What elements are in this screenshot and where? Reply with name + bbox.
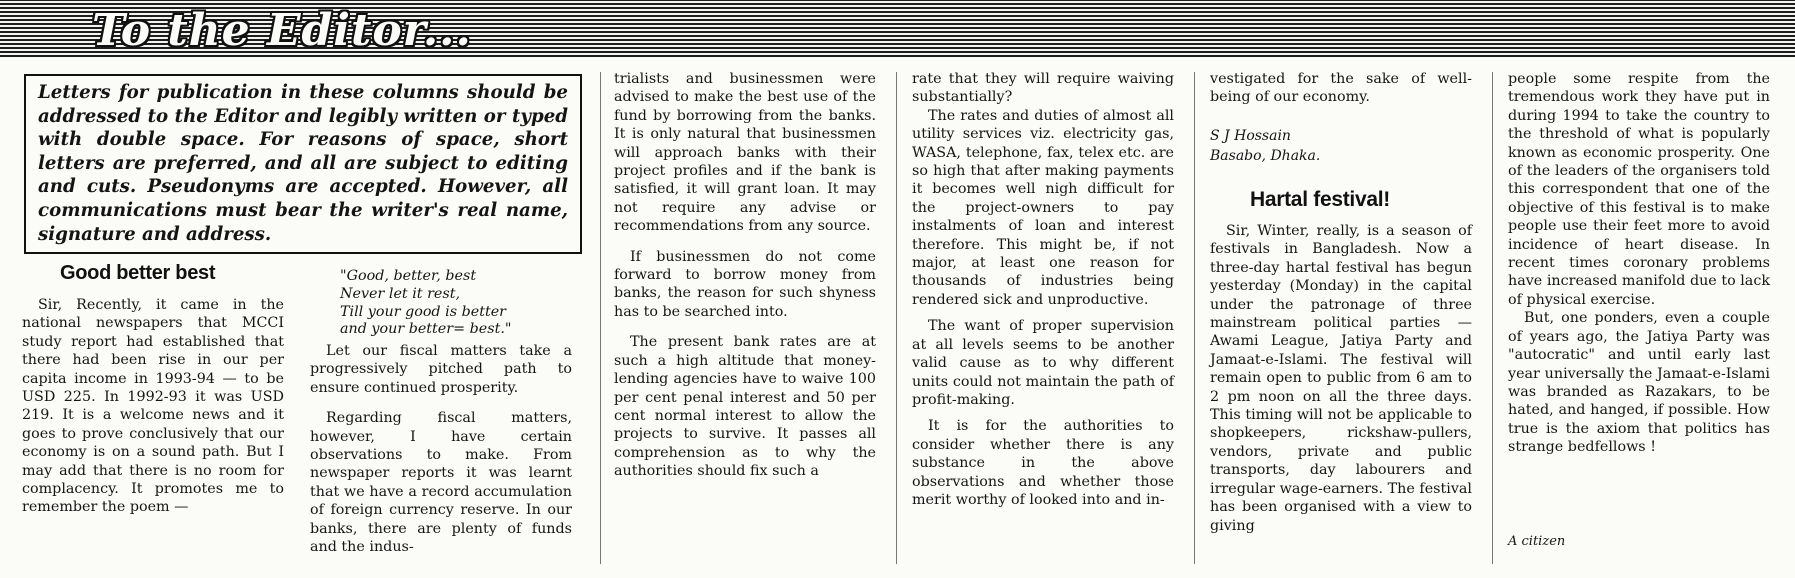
letter2-paragraph: people some respite from the tremendous work they have put in during 1994 to take the country to the threshold of what is popularly known as economic prosperity. One of the leaders of the organisers told this correspondent that one of the objective of this festival is to make people use their feet more to avoid incidence of heart disease. In recent times coronary problems have increased manifold due to lack of physical exercise. xyxy=(1508,71,1770,308)
letter1-column3 xyxy=(614,70,876,481)
letter1-paragraph: Let our fiscal matters take a progressively pitched path to ensure continued prosperity. xyxy=(310,343,572,396)
signature-place: Basabo, Dhaka. xyxy=(1210,148,1321,164)
poem-line: Never let it rest, xyxy=(340,285,460,302)
banner-title: To the Editor... xyxy=(92,5,472,56)
letter2-column1 xyxy=(1210,222,1472,535)
letter1-paragraph: If businessmen do not come forward to borrow money from banks, the reason for such shyness has to be searched into. xyxy=(614,248,876,320)
headline-good-better-best: Good better best xyxy=(60,262,216,284)
letter1-paragraph: The want of proper supervision at all levels seems to be another valid cause as to why different units could not maintain the path of profit-making. xyxy=(912,318,1174,408)
poem-line: "Good, better, best xyxy=(340,268,477,284)
letter1-paragraph: Sir, Recently, it came in the national newspapers that MCCI study report had established that there had been rise in our per capita income in 1993-94 — to be USD 225. In 1992-93 it was USD 219. It is a welcome news and it goes to prove conclusively that our economy is on a sound path. But I may add that there is no room for complacency. It promotes me to remember the poem — xyxy=(22,297,284,516)
poem-line: and your better= best." xyxy=(340,321,512,338)
letter1-paragraph: The present bank rates are at such a high altitude that money-lending agencies have to waive 100 per cent penal interest and 50 per cent normal interest to allow the projects to survive. It passes all comprehension as to why the authorities should fix such a xyxy=(614,334,876,480)
letter1-column2 xyxy=(310,342,572,556)
column-rule xyxy=(1194,72,1195,564)
poem-line: Till your good is better xyxy=(340,303,506,320)
headline-hartal-festival: Hartal festival! xyxy=(1250,188,1390,211)
letter1-column4 xyxy=(912,70,1174,509)
column-rule xyxy=(1492,72,1493,564)
letter1-column1 xyxy=(22,296,284,517)
letter2-column2 xyxy=(1508,70,1770,457)
letter2-signature: A citizen xyxy=(1508,534,1566,549)
letter1-column5 xyxy=(1210,70,1472,107)
letter2-paragraph: But, one ponders, even a couple of years ago, the Jatiya Party was "autocratic" and until early last year universally the Jamaat-e-Islami was branded as Razakars, to be hated, and hanged, if possible. How true is the axiom that politics has strange bedfellows ! xyxy=(1508,310,1770,456)
column-rule xyxy=(600,72,601,564)
letter1-paragraph: Regarding fiscal matters, however, I have certain observations to make. From newspaper reports it was learnt that we have a record accumulation of foreign currency reserve. In our banks, there are plenty of funds and the indus- xyxy=(310,410,572,556)
signature-name: S J Hossain xyxy=(1210,128,1291,144)
column-rule xyxy=(896,72,897,564)
editor-notice-box xyxy=(24,74,582,254)
letter1-paragraph: trialists and businessmen were advised to make the best use of the fund by borrowing from the banks. It is only natural that businessmen will approach banks with their project profiles and if the bank is satisfied, it will grant loan. It may not require any advise or recommendations from any source. xyxy=(614,71,876,235)
letter1-paragraph: rate that they will require waiving substantially? xyxy=(912,71,1174,106)
letter2-paragraph: Sir, Winter, really, is a season of festivals in Bangladesh. Now a three-day hartal festival has begun yesterday (Monday) in the capital under the patronage of three mainstream political parties — Awami League, Jatiya Party and Jamaat-e-Islami. The festival will remain open to public from 6 am to 2 pm noon on all the three days. This timing will not be applicable to shopkeepers, rickshaw-pullers, vendors, private and public transports, day labourers and irregular wage-earners. The festival has been organised with a view to giving xyxy=(1210,223,1472,534)
letter1-paragraph: vestigated for the sake of well-being of our economy. xyxy=(1210,71,1472,106)
editor-notice-text: Letters for publication in these columns should be addressed to the Editor and legibly written or typed with double space. For reasons of space, short letters are preferred, and all are subject to editing and cuts. Pseudonyms are accepted. However, all communications must bear the writer's real name, signature and address. xyxy=(38,82,568,245)
letter1-signature xyxy=(1210,126,1320,166)
letter1-paragraph: The rates and duties of almost all utility services viz. electricity gas, WASA, telephone, fax, telex etc. are so high that after making payments it becomes well nigh difficult for the project-owners to pay instalments of loan and interest therefore. This might be, if not major, at least one reason for thousands of industries being rendered sick and unproductive. xyxy=(912,107,1174,308)
letter1-poem xyxy=(340,268,585,339)
letter1-paragraph: It is for the authorities to consider whether there is any substance in the above observations and whether those merit worthy of looked into and in- xyxy=(912,418,1174,508)
banner xyxy=(0,0,1795,57)
